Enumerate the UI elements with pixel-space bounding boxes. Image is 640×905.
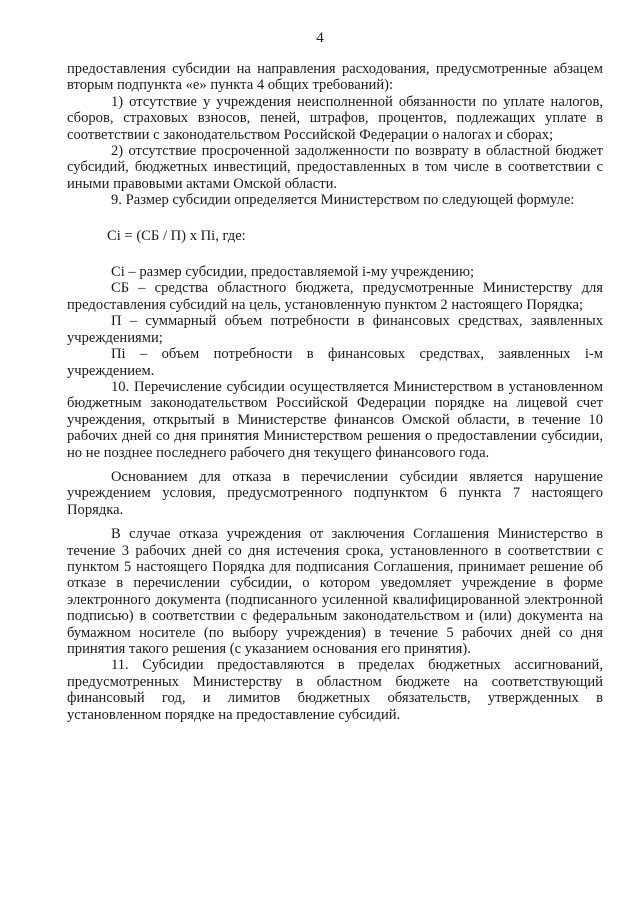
paragraph-item-1: 1) отсутствие у учреждения неисполненной обязанности по уплате налогов, сборов, страховых взносов, пеней, штрафов, процентов, подлежащих уплате в соответствии с законодательством Российской Федерации о налогах и сборах;: [67, 93, 603, 143]
document-body: [67, 61, 603, 723]
page-number: 4: [316, 30, 324, 46]
paragraph-sb-definition: СБ – средства областного бюджета, предусмотренные Министерству для предоставления субсидий на цель, установленную пунктом 2 настоящего Порядка;: [67, 280, 603, 313]
paragraph-refusal-basis: Основанием для отказа в перечислении субсидии является нарушение учреждением условия, предусмотренного подпунктом 6 пункта 7 настоящего Порядка.: [67, 468, 603, 518]
paragraph-section-10: 10. Перечисление субсидии осуществляется Министерством в установленном бюджетным законодательством Российской Федерации порядке на лицевой счет учреждения, открытый в Министерстве финансов Омской области, в течение 10 рабочих дней со дня принятия Министерством решения о предоставлении субсидии, но не позднее последнего рабочего дня текущего финансового года.: [67, 378, 603, 461]
paragraph-p-definition: П – суммарный объем потребности в финансовых средствах, заявленных учреждениями;: [67, 313, 603, 346]
paragraph-section-9: 9. Размер субсидии определяется Министерством по следующей формуле:: [111, 192, 575, 209]
paragraph-item-2: 2) отсутствие просроченной задолженности по возврату в областной бюджет субсидий, бюджетных инвестиций, предоставленных в том числе в соответствии с иными правовыми актами Омской области.: [67, 143, 603, 192]
paragraph-section-11: 11. Субсидии предоставляются в пределах бюджетных ассигнований, предусмотренных Министерству в областном бюджете на соответствующий финансовый год, и лимитов бюджетных обязательств, утвержденных в установленном порядке на предоставление субсидий.: [67, 657, 603, 723]
paragraph-ci-definition: Сi – размер субсидии, предоставляемой i-му учреждению;: [111, 264, 475, 281]
paragraph-pi-definition: Пi – объем потребности в финансовых средствах, заявленных i-м учреждением.: [67, 346, 603, 379]
formula: Сi = (СБ / П) х Пi, где:: [107, 227, 246, 244]
paragraph-intro-continuation: предоставления субсидии на направления расходования, предусмотренные абзацем вторым подпункта «е» пункта 4 общих требований):: [67, 61, 603, 94]
paragraph-refusal-case: В случае отказа учреждения от заключения Соглашения Министерство в течение 3 рабочих дней со дня истечения срока, установленного в соответствии с пунктом 5 настоящего Порядка для подписания Соглашения, принимает решение об отказе в перечислении субсидии, о котором уведомляет учреждение в форме электронного документа (подписанного усиленной квалифицированной электронной подписью) в соответствии с федеральным законодательством и (или) документа на бумажном носителе (по выбору учреждения) в течение 5 рабочих дней со дня принятия такого решения (с указанием основания его принятия).: [67, 526, 603, 657]
